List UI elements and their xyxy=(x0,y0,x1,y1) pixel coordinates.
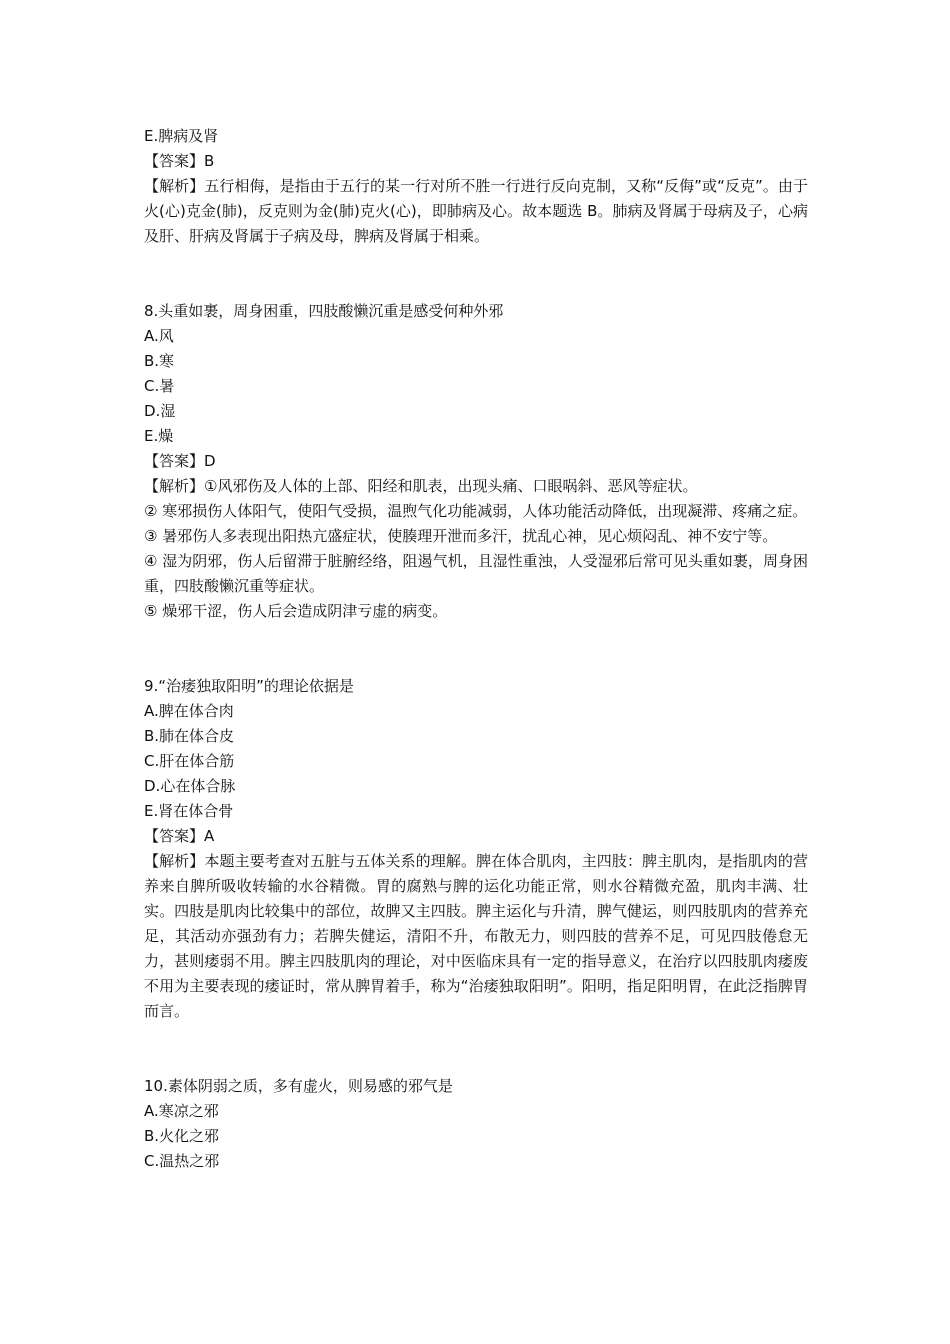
q7-analysis: 【解析】五行相侮，是指由于五行的某一行对所不胜一行进行反向克制，又称“反侮”或“反克”。由于火(心)克金(肺)，反克则为金(肺)克火(心)，即肺病及心。故本题选 B。肺病及肾属于母病及子，心病及肝、肝病及肾属于子病及母，脾病及肾属于相乘。 xyxy=(144,177,808,245)
q9-option-b: B.肺在体合皮 xyxy=(144,727,235,745)
q8-option-a: A.风 xyxy=(144,327,174,345)
q8-option-e: E.燥 xyxy=(144,427,174,445)
q8-analysis-2: ② 寒邪损伤人体阳气，使阳气受损，温煦气化功能减弱，人体功能活动降低，出现凝滞、疼痛之症。 xyxy=(144,502,808,520)
q8-analysis-1: 【解析】①风邪伤及人体的上部、阳经和肌表，出现头痛、口眼㖞斜、恶风等症状。 xyxy=(144,477,698,495)
q9-option-a: A.脾在体合肉 xyxy=(144,702,234,720)
q10-option-a: A.寒凉之邪 xyxy=(144,1102,219,1120)
q8-analysis-5: ⑤ 燥邪干涩，伤人后会造成阴津亏虚的病变。 xyxy=(144,602,448,620)
spacer xyxy=(144,249,808,299)
q8-option-d: D.湿 xyxy=(144,402,176,420)
q9-analysis: 【解析】本题主要考查对五脏与五体关系的理解。脾在体合肌肉，主四肢：脾主肌肉，是指肌肉的营养来自脾所吸收转输的水谷精微。胃的腐熟与脾的运化功能正常，则水谷精微充盈，肌肉丰满、壮实。四肢是肌肉比较集中的部位，故脾又主四肢。脾主运化与升清，脾气健运，则四肢肌肉的营养充足，其活动亦强劲有力；若脾失健运，清阳不升，布散无力，则四肢的营养不足，可见四肢倦怠无力，甚则痿弱不用。脾主四肢肌肉的理论，对中医临床具有一定的指导意义，在治疗以四肢肌肉痿废不用为主要表现的痿证时，常从脾胃着手，称为“治痿独取阳明”。阳明，指足阳明胃，在此泛指脾胃而言。 xyxy=(144,852,808,1020)
document-page xyxy=(144,124,808,1174)
q9-answer: 【答案】A xyxy=(144,827,215,845)
q9-option-c: C.肝在体合筋 xyxy=(144,752,235,770)
q7-answer: 【答案】B xyxy=(144,152,215,170)
q10-option-b: B.火化之邪 xyxy=(144,1127,220,1145)
q8-option-c: C.暑 xyxy=(144,377,175,395)
q9-option-d: D.心在体合脉 xyxy=(144,777,236,795)
q8-analysis-4: ④ 湿为阴邪，伤人后留滞于脏腑经络，阻遏气机，且湿性重浊，人受湿邪后常可见头重如裹，周身困重，四肢酸懒沉重等症状。 xyxy=(144,552,808,595)
q8-answer: 【答案】D xyxy=(144,452,216,470)
q10-question: 10.素体阴弱之质，多有虚火，则易感的邪气是 xyxy=(144,1077,453,1095)
q9-option-e: E.肾在体合骨 xyxy=(144,802,234,820)
q8-question: 8.头重如裹，周身困重，四肢酸懒沉重是感受何种外邪 xyxy=(144,302,504,320)
q7-option-e: E.脾病及肾 xyxy=(144,127,219,145)
q8-analysis-3: ③ 暑邪伤人多表现出阳热亢盛症状，使腠理开泄而多汗，扰乱心神，见心烦闷乱、神不安宁等。 xyxy=(144,527,778,545)
q9-question: 9.“治痿独取阳明”的理论依据是 xyxy=(144,677,354,695)
q10-option-c: C.温热之邪 xyxy=(144,1152,220,1170)
q8-option-b: B.寒 xyxy=(144,352,175,370)
spacer xyxy=(144,1024,808,1074)
spacer xyxy=(144,624,808,674)
